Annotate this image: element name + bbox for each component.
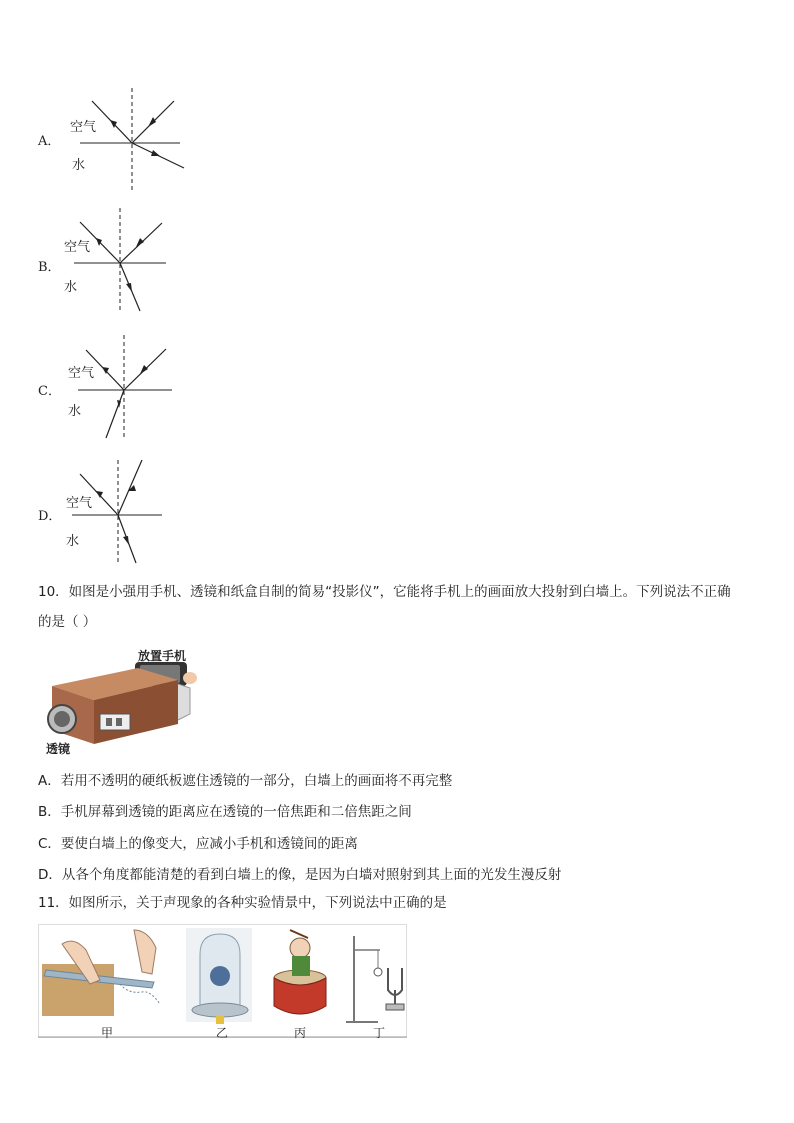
- option-c-air-label: 空气: [68, 366, 95, 381]
- projector-label-lens: 透镜: [46, 742, 71, 756]
- option-a-air-label: 空气: [70, 120, 97, 135]
- option-b-letter: B．: [38, 260, 61, 275]
- option-b-water-label: 水: [64, 280, 78, 295]
- option-d-air-label: 空气: [66, 496, 93, 511]
- option-d-letter: D．: [38, 509, 62, 524]
- option-d-diagram: [60, 460, 200, 570]
- q11-caption-bing: 丙: [294, 1026, 307, 1040]
- q10-stem-line2: 的是（ ）: [38, 614, 97, 630]
- option-b-diagram: [60, 208, 200, 318]
- q10-option-c: C．要使白墙上的像变大，应减小手机和透镜间的距离: [38, 836, 358, 852]
- q11-caption-ding: 丁: [373, 1026, 386, 1040]
- figure-jia-ruler: [42, 930, 160, 1016]
- option-d-water-label: 水: [66, 534, 80, 549]
- q10-option-a: A．若用不透明的硬纸板遮住透镜的一部分，白墙上的画面将不再完整: [38, 773, 453, 789]
- figure-yi-bell-jar: [186, 928, 252, 1024]
- q11-figure-panel: [38, 924, 408, 1040]
- option-b-air-label: 空气: [64, 240, 91, 255]
- figure-bing-drum: [274, 930, 326, 1014]
- q11-caption-yi: 乙: [216, 1026, 229, 1040]
- q10-option-d: D．从各个角度都能清楚的看到白墙上的像，是因为白墙对照射到其上面的光发生漫反射: [38, 867, 562, 883]
- figure-ding-tuning-fork: [346, 936, 404, 1022]
- option-c-water-label: 水: [68, 404, 82, 419]
- q10-option-b: B．手机屏幕到透镜的距离应在透镜的一倍焦距和二倍焦距之间: [38, 804, 412, 820]
- projector-label-phone: 放置手机: [138, 649, 187, 663]
- option-a-letter: A．: [38, 134, 61, 149]
- q11-caption-jia: 甲: [101, 1026, 114, 1040]
- option-a-diagram: [60, 88, 200, 198]
- q11-stem: 11．如图所示，关于声现象的各种实验情景中，下列说法中正确的是: [38, 895, 447, 911]
- option-c-letter: C．: [38, 384, 61, 399]
- option-c-diagram: [60, 335, 200, 445]
- q10-stem-line1: 10．如图是小强用手机、透镜和纸盒自制的简易“投影仪”，它能将手机上的画面放大投射到白墙上。下列说法不正确: [38, 584, 731, 600]
- option-a-water-label: 水: [72, 158, 86, 173]
